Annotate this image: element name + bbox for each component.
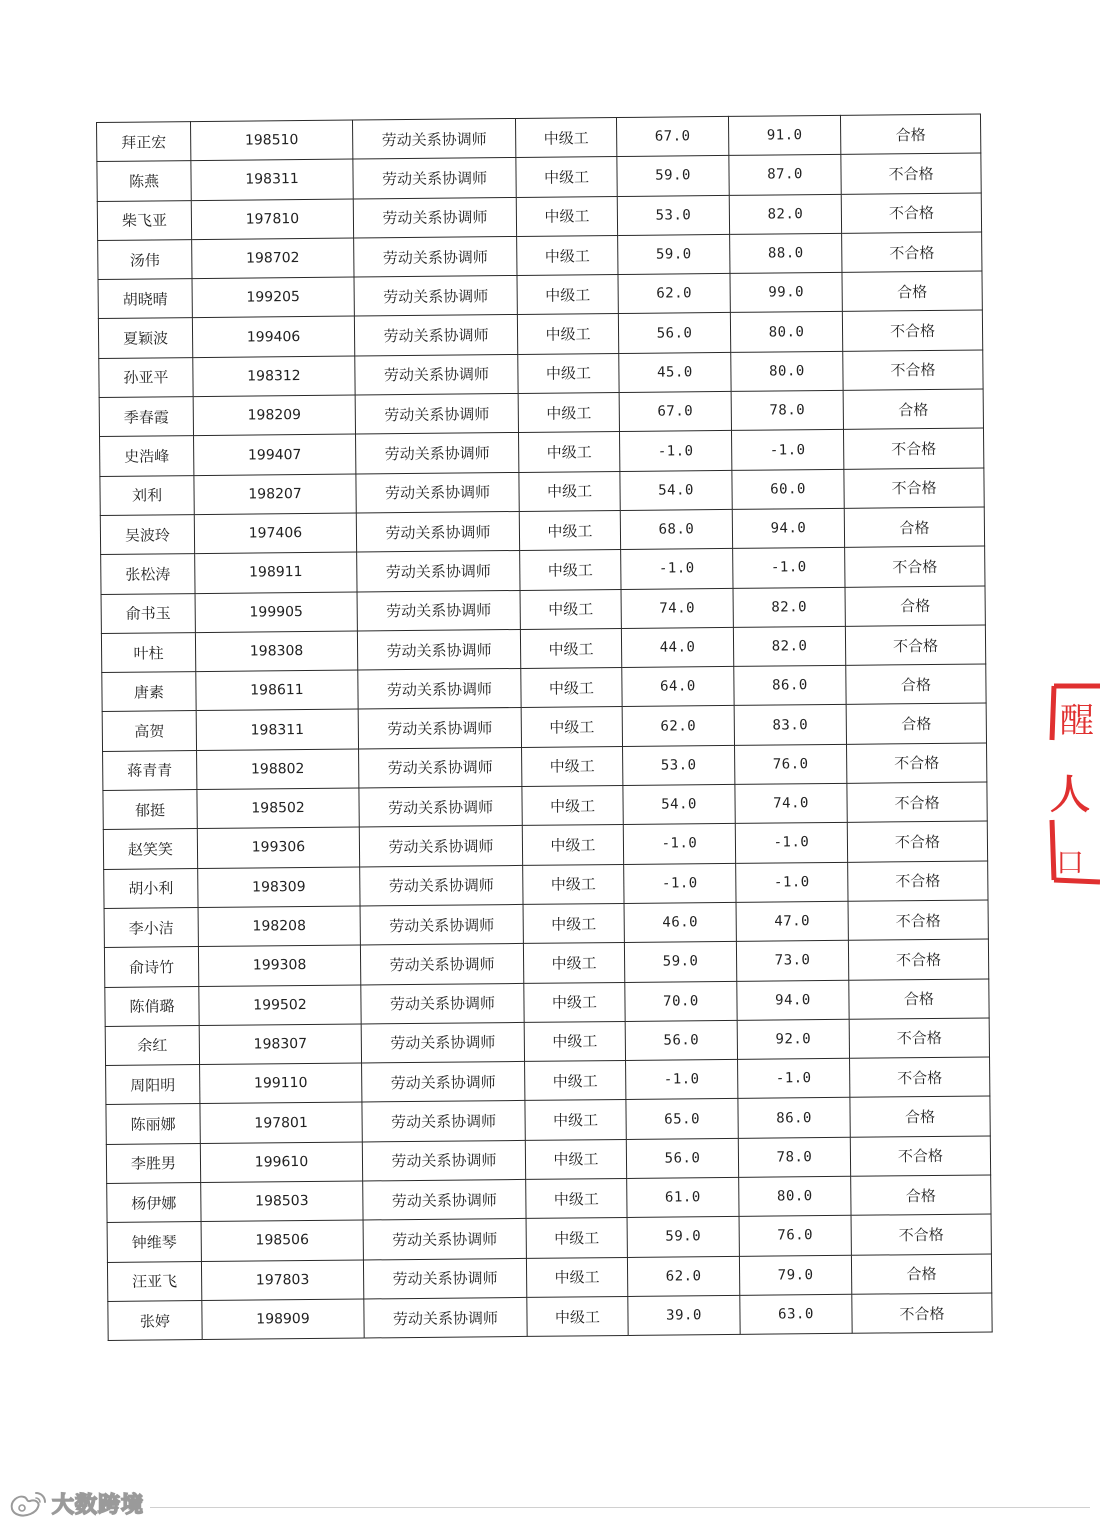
skill-score-cell: 83.0 bbox=[734, 705, 846, 745]
skill-score-cell: 79.0 bbox=[739, 1255, 851, 1295]
result-cell: 合格 bbox=[846, 664, 986, 705]
skill-score-cell: 74.0 bbox=[735, 783, 847, 823]
result-cell: 不合格 bbox=[843, 428, 983, 469]
skill-score-cell: 60.0 bbox=[732, 469, 844, 509]
name-cell: 叶柱 bbox=[101, 632, 195, 672]
occupation-cell: 劳动关系协调师 bbox=[358, 708, 521, 749]
result-cell: 合格 bbox=[844, 507, 984, 548]
occupation-cell: 劳动关系协调师 bbox=[357, 629, 520, 670]
level-cell: 中级工 bbox=[517, 235, 618, 275]
level-cell: 中级工 bbox=[521, 668, 622, 708]
occupation-cell: 劳动关系协调师 bbox=[362, 1062, 525, 1103]
result-cell: 合格 bbox=[851, 1254, 991, 1295]
level-cell: 中级工 bbox=[524, 982, 625, 1022]
result-cell: 合格 bbox=[846, 703, 986, 744]
result-cell: 不合格 bbox=[845, 546, 985, 587]
skill-score-cell: 82.0 bbox=[729, 194, 841, 234]
skill-score-cell: 76.0 bbox=[735, 744, 847, 784]
skill-score-cell: -1.0 bbox=[736, 862, 848, 902]
theory-score-cell: 59.0 bbox=[624, 942, 736, 982]
skill-score-cell: -1.0 bbox=[738, 1058, 850, 1098]
weibo-logo-icon bbox=[6, 1489, 48, 1519]
occupation-cell: 劳动关系协调师 bbox=[359, 826, 522, 867]
level-cell: 中级工 bbox=[520, 550, 621, 590]
skill-score-cell: 91.0 bbox=[728, 115, 840, 155]
result-cell: 不合格 bbox=[842, 232, 982, 273]
occupation-cell: 劳动关系协调师 bbox=[357, 551, 520, 592]
result-cell: 不合格 bbox=[850, 1057, 990, 1098]
level-cell: 中级工 bbox=[517, 275, 618, 315]
result-cell: 不合格 bbox=[843, 350, 983, 391]
occupation-cell: 劳动关系协调师 bbox=[361, 1022, 524, 1063]
official-seal-fragment bbox=[1040, 680, 1100, 910]
theory-score-cell: 74.0 bbox=[621, 588, 733, 628]
level-cell: 中级工 bbox=[524, 1021, 625, 1061]
result-cell: 不合格 bbox=[841, 193, 981, 234]
theory-score-cell: 70.0 bbox=[625, 981, 737, 1021]
birth-cell: 199610 bbox=[200, 1142, 362, 1183]
result-cell: 不合格 bbox=[850, 1136, 990, 1177]
name-cell: 唐素 bbox=[102, 672, 196, 712]
result-cell: 不合格 bbox=[851, 1214, 991, 1255]
occupation-cell: 劳动关系协调师 bbox=[363, 1179, 526, 1220]
level-cell: 中级工 bbox=[525, 1061, 626, 1101]
name-cell: 俞书玉 bbox=[101, 593, 195, 633]
level-cell: 中级工 bbox=[526, 1257, 627, 1297]
watermark bbox=[6, 1488, 144, 1519]
theory-score-cell: 39.0 bbox=[628, 1295, 740, 1335]
occupation-cell: 劳动关系协调师 bbox=[356, 511, 519, 552]
skill-score-cell: 76.0 bbox=[739, 1216, 851, 1256]
birth-cell: 197406 bbox=[194, 513, 356, 554]
birth-cell: 198311 bbox=[191, 159, 353, 200]
results-table-body bbox=[97, 114, 993, 1341]
occupation-cell: 劳动关系协调师 bbox=[358, 669, 521, 710]
result-cell: 不合格 bbox=[848, 939, 988, 980]
skill-score-cell: 94.0 bbox=[737, 980, 849, 1020]
skill-score-cell: 80.0 bbox=[730, 312, 842, 352]
name-cell: 郁挺 bbox=[103, 790, 197, 830]
results-sheet bbox=[96, 114, 992, 1342]
name-cell: 刘利 bbox=[100, 475, 194, 515]
level-cell: 中级工 bbox=[521, 707, 622, 747]
birth-cell: 199205 bbox=[192, 277, 354, 318]
skill-score-cell: 94.0 bbox=[732, 508, 844, 548]
occupation-cell: 劳动关系协调师 bbox=[355, 354, 518, 395]
skill-score-cell: -1.0 bbox=[735, 823, 847, 863]
result-cell: 不合格 bbox=[844, 468, 984, 509]
level-cell: 中级工 bbox=[525, 1100, 626, 1140]
scan-bottom-edge bbox=[150, 1507, 1090, 1508]
theory-score-cell: 61.0 bbox=[627, 1177, 739, 1217]
theory-score-cell: 53.0 bbox=[617, 195, 729, 235]
theory-score-cell: 54.0 bbox=[620, 470, 732, 510]
name-cell: 张松涛 bbox=[101, 554, 195, 594]
occupation-cell: 劳动关系协调师 bbox=[363, 1258, 526, 1299]
birth-cell: 197801 bbox=[200, 1102, 362, 1143]
theory-score-cell: 67.0 bbox=[616, 116, 728, 156]
theory-score-cell: -1.0 bbox=[623, 824, 735, 864]
seal-char-1: 醒 bbox=[1060, 701, 1094, 741]
theory-score-cell: 44.0 bbox=[621, 627, 733, 667]
occupation-cell: 劳动关系协调师 bbox=[354, 236, 517, 277]
theory-score-cell: 54.0 bbox=[623, 784, 735, 824]
occupation-cell: 劳动关系协调师 bbox=[359, 786, 522, 827]
theory-score-cell: 59.0 bbox=[617, 156, 729, 196]
name-cell: 李小洁 bbox=[104, 907, 198, 947]
result-cell: 不合格 bbox=[845, 625, 985, 666]
level-cell: 中级工 bbox=[523, 943, 624, 983]
name-cell: 张婷 bbox=[108, 1300, 202, 1340]
name-cell: 赵笑笑 bbox=[103, 829, 197, 869]
result-cell: 合格 bbox=[843, 389, 983, 430]
result-cell: 合格 bbox=[840, 114, 980, 155]
result-cell: 不合格 bbox=[848, 900, 988, 941]
level-cell: 中级工 bbox=[522, 825, 623, 865]
skill-score-cell: 88.0 bbox=[730, 233, 842, 273]
birth-cell: 197810 bbox=[191, 199, 353, 240]
theory-score-cell: 56.0 bbox=[626, 1138, 738, 1178]
birth-cell: 198702 bbox=[192, 238, 354, 279]
skill-score-cell: 86.0 bbox=[738, 1098, 850, 1138]
name-cell: 汪亚飞 bbox=[107, 1261, 201, 1301]
birth-cell: 198611 bbox=[196, 670, 358, 711]
occupation-cell: 劳动关系协调师 bbox=[353, 197, 516, 238]
theory-score-cell: 64.0 bbox=[622, 667, 734, 707]
result-cell: 不合格 bbox=[848, 861, 988, 902]
birth-cell: 198307 bbox=[199, 1024, 361, 1065]
level-cell: 中级工 bbox=[518, 353, 619, 393]
skill-score-cell: 78.0 bbox=[738, 1137, 850, 1177]
skill-score-cell: 99.0 bbox=[730, 273, 842, 313]
level-cell: 中级工 bbox=[526, 1218, 627, 1258]
birth-cell: 197803 bbox=[201, 1260, 363, 1301]
name-cell: 胡小利 bbox=[104, 868, 198, 908]
name-cell: 蒋青青 bbox=[103, 750, 197, 790]
result-cell: 合格 bbox=[851, 1175, 991, 1216]
occupation-cell: 劳动关系协调师 bbox=[353, 158, 516, 199]
name-cell: 余红 bbox=[105, 1025, 199, 1065]
level-cell: 中级工 bbox=[526, 1178, 627, 1218]
theory-score-cell: 46.0 bbox=[624, 902, 736, 942]
occupation-cell: 劳动关系协调师 bbox=[356, 433, 519, 474]
name-cell: 周阳明 bbox=[106, 1065, 200, 1105]
theory-score-cell: -1.0 bbox=[621, 549, 733, 589]
occupation-cell: 劳动关系协调师 bbox=[359, 747, 522, 788]
theory-score-cell: 59.0 bbox=[618, 234, 730, 274]
occupation-cell: 劳动关系协调师 bbox=[360, 904, 523, 945]
birth-cell: 199502 bbox=[199, 985, 361, 1026]
birth-cell: 198911 bbox=[195, 552, 357, 593]
birth-cell: 198510 bbox=[191, 120, 353, 161]
theory-score-cell: 59.0 bbox=[627, 1217, 739, 1257]
result-cell: 不合格 bbox=[852, 1293, 992, 1334]
theory-score-cell: 67.0 bbox=[619, 391, 731, 431]
level-cell: 中级工 bbox=[520, 589, 621, 629]
name-cell: 孙亚平 bbox=[99, 357, 193, 397]
birth-cell: 198506 bbox=[201, 1220, 363, 1261]
level-cell: 中级工 bbox=[516, 157, 617, 197]
name-cell: 汤伟 bbox=[98, 239, 192, 279]
level-cell: 中级工 bbox=[518, 393, 619, 433]
birth-cell: 198207 bbox=[194, 474, 356, 515]
name-cell: 俞诗竹 bbox=[104, 947, 198, 987]
theory-score-cell: 56.0 bbox=[625, 1020, 737, 1060]
occupation-cell: 劳动关系协调师 bbox=[355, 394, 518, 435]
table-row bbox=[108, 1293, 992, 1341]
name-cell: 李胜男 bbox=[106, 1143, 200, 1183]
occupation-cell: 劳动关系协调师 bbox=[360, 944, 523, 985]
result-cell: 不合格 bbox=[842, 310, 982, 351]
name-cell: 吴波玲 bbox=[100, 515, 194, 555]
result-cell: 不合格 bbox=[849, 1018, 989, 1059]
theory-score-cell: 56.0 bbox=[618, 313, 730, 353]
birth-cell: 198503 bbox=[201, 1181, 363, 1222]
skill-score-cell: 80.0 bbox=[739, 1176, 851, 1216]
occupation-cell: 劳动关系协调师 bbox=[363, 1219, 526, 1260]
occupation-cell: 劳动关系协调师 bbox=[360, 865, 523, 906]
level-cell: 中级工 bbox=[522, 746, 623, 786]
level-cell: 中级工 bbox=[520, 628, 621, 668]
occupation-cell: 劳动关系协调师 bbox=[362, 1140, 525, 1181]
occupation-cell: 劳动关系协调师 bbox=[354, 276, 517, 317]
skill-score-cell: -1.0 bbox=[731, 430, 843, 470]
result-cell: 合格 bbox=[849, 979, 989, 1020]
skill-score-cell: 47.0 bbox=[736, 901, 848, 941]
name-cell: 陈俏璐 bbox=[105, 986, 199, 1026]
level-cell: 中级工 bbox=[516, 196, 617, 236]
name-cell: 钟维琴 bbox=[107, 1222, 201, 1262]
name-cell: 陈丽娜 bbox=[106, 1104, 200, 1144]
birth-cell: 198312 bbox=[193, 356, 355, 397]
theory-score-cell: 45.0 bbox=[619, 352, 731, 392]
level-cell: 中级工 bbox=[523, 864, 624, 904]
level-cell: 中级工 bbox=[517, 314, 618, 354]
result-cell: 合格 bbox=[850, 1096, 990, 1137]
result-cell: 不合格 bbox=[847, 782, 987, 823]
result-cell: 不合格 bbox=[841, 153, 981, 194]
occupation-cell: 劳动关系协调师 bbox=[352, 118, 515, 159]
seal-char-2: 人 bbox=[1050, 772, 1090, 818]
skill-score-cell: 86.0 bbox=[734, 665, 846, 705]
result-cell: 合格 bbox=[845, 586, 985, 627]
name-cell: 拜正宏 bbox=[97, 122, 191, 162]
occupation-cell: 劳动关系协调师 bbox=[357, 590, 520, 631]
level-cell: 中级工 bbox=[522, 786, 623, 826]
level-cell: 中级工 bbox=[525, 1139, 626, 1179]
birth-cell: 198309 bbox=[198, 867, 360, 908]
theory-score-cell: 65.0 bbox=[626, 1099, 738, 1139]
result-cell: 合格 bbox=[842, 271, 982, 312]
theory-score-cell: -1.0 bbox=[619, 431, 731, 471]
theory-score-cell: 53.0 bbox=[623, 745, 735, 785]
skill-score-cell: 63.0 bbox=[740, 1294, 852, 1334]
level-cell: 中级工 bbox=[519, 432, 620, 472]
level-cell: 中级工 bbox=[523, 903, 624, 943]
level-cell: 中级工 bbox=[519, 510, 620, 550]
birth-cell: 198209 bbox=[193, 395, 355, 436]
birth-cell: 198802 bbox=[197, 749, 359, 790]
level-cell: 中级工 bbox=[519, 471, 620, 511]
theory-score-cell: 68.0 bbox=[620, 509, 732, 549]
level-cell: 中级工 bbox=[527, 1296, 628, 1336]
name-cell: 陈燕 bbox=[97, 161, 191, 201]
name-cell: 季春霞 bbox=[99, 397, 193, 437]
skill-score-cell: 82.0 bbox=[733, 587, 845, 627]
birth-cell: 198311 bbox=[196, 709, 358, 750]
name-cell: 柴飞亚 bbox=[97, 200, 191, 240]
result-cell: 不合格 bbox=[847, 743, 987, 784]
birth-cell: 198208 bbox=[198, 906, 360, 947]
theory-score-cell: 62.0 bbox=[622, 706, 734, 746]
result-cell: 不合格 bbox=[847, 821, 987, 862]
occupation-cell: 劳动关系协调师 bbox=[361, 983, 524, 1024]
theory-score-cell: 62.0 bbox=[627, 1256, 739, 1296]
birth-cell: 199406 bbox=[192, 317, 354, 358]
birth-cell: 199905 bbox=[195, 592, 357, 633]
birth-cell: 199407 bbox=[194, 434, 356, 475]
birth-cell: 199110 bbox=[200, 1063, 362, 1104]
theory-score-cell: 62.0 bbox=[618, 274, 730, 314]
name-cell: 史浩峰 bbox=[100, 436, 194, 476]
results-table bbox=[96, 114, 993, 1342]
watermark-text: 大数跨境 bbox=[52, 1493, 145, 1518]
skill-score-cell: -1.0 bbox=[733, 548, 845, 588]
occupation-cell: 劳动关系协调师 bbox=[356, 472, 519, 513]
occupation-cell: 劳动关系协调师 bbox=[362, 1101, 525, 1142]
birth-cell: 199306 bbox=[197, 827, 359, 868]
birth-cell: 198308 bbox=[195, 631, 357, 672]
birth-cell: 198502 bbox=[197, 788, 359, 829]
occupation-cell: 劳动关系协调师 bbox=[354, 315, 517, 356]
birth-cell: 199308 bbox=[198, 945, 360, 986]
level-cell: 中级工 bbox=[515, 118, 616, 158]
skill-score-cell: 80.0 bbox=[731, 351, 843, 391]
theory-score-cell: -1.0 bbox=[626, 1060, 738, 1100]
seal-char-3: 口 bbox=[1056, 846, 1085, 879]
name-cell: 胡晓晴 bbox=[98, 279, 192, 319]
skill-score-cell: 87.0 bbox=[729, 155, 841, 195]
occupation-cell: 劳动关系协调师 bbox=[364, 1297, 527, 1338]
name-cell: 杨伊娜 bbox=[107, 1183, 201, 1223]
birth-cell: 198909 bbox=[202, 1299, 364, 1340]
skill-score-cell: 78.0 bbox=[731, 390, 843, 430]
name-cell: 高贺 bbox=[102, 711, 196, 751]
skill-score-cell: 73.0 bbox=[736, 941, 848, 981]
skill-score-cell: 82.0 bbox=[733, 626, 845, 666]
theory-score-cell: -1.0 bbox=[624, 863, 736, 903]
name-cell: 夏颖波 bbox=[98, 318, 192, 358]
skill-score-cell: 92.0 bbox=[737, 1019, 849, 1059]
